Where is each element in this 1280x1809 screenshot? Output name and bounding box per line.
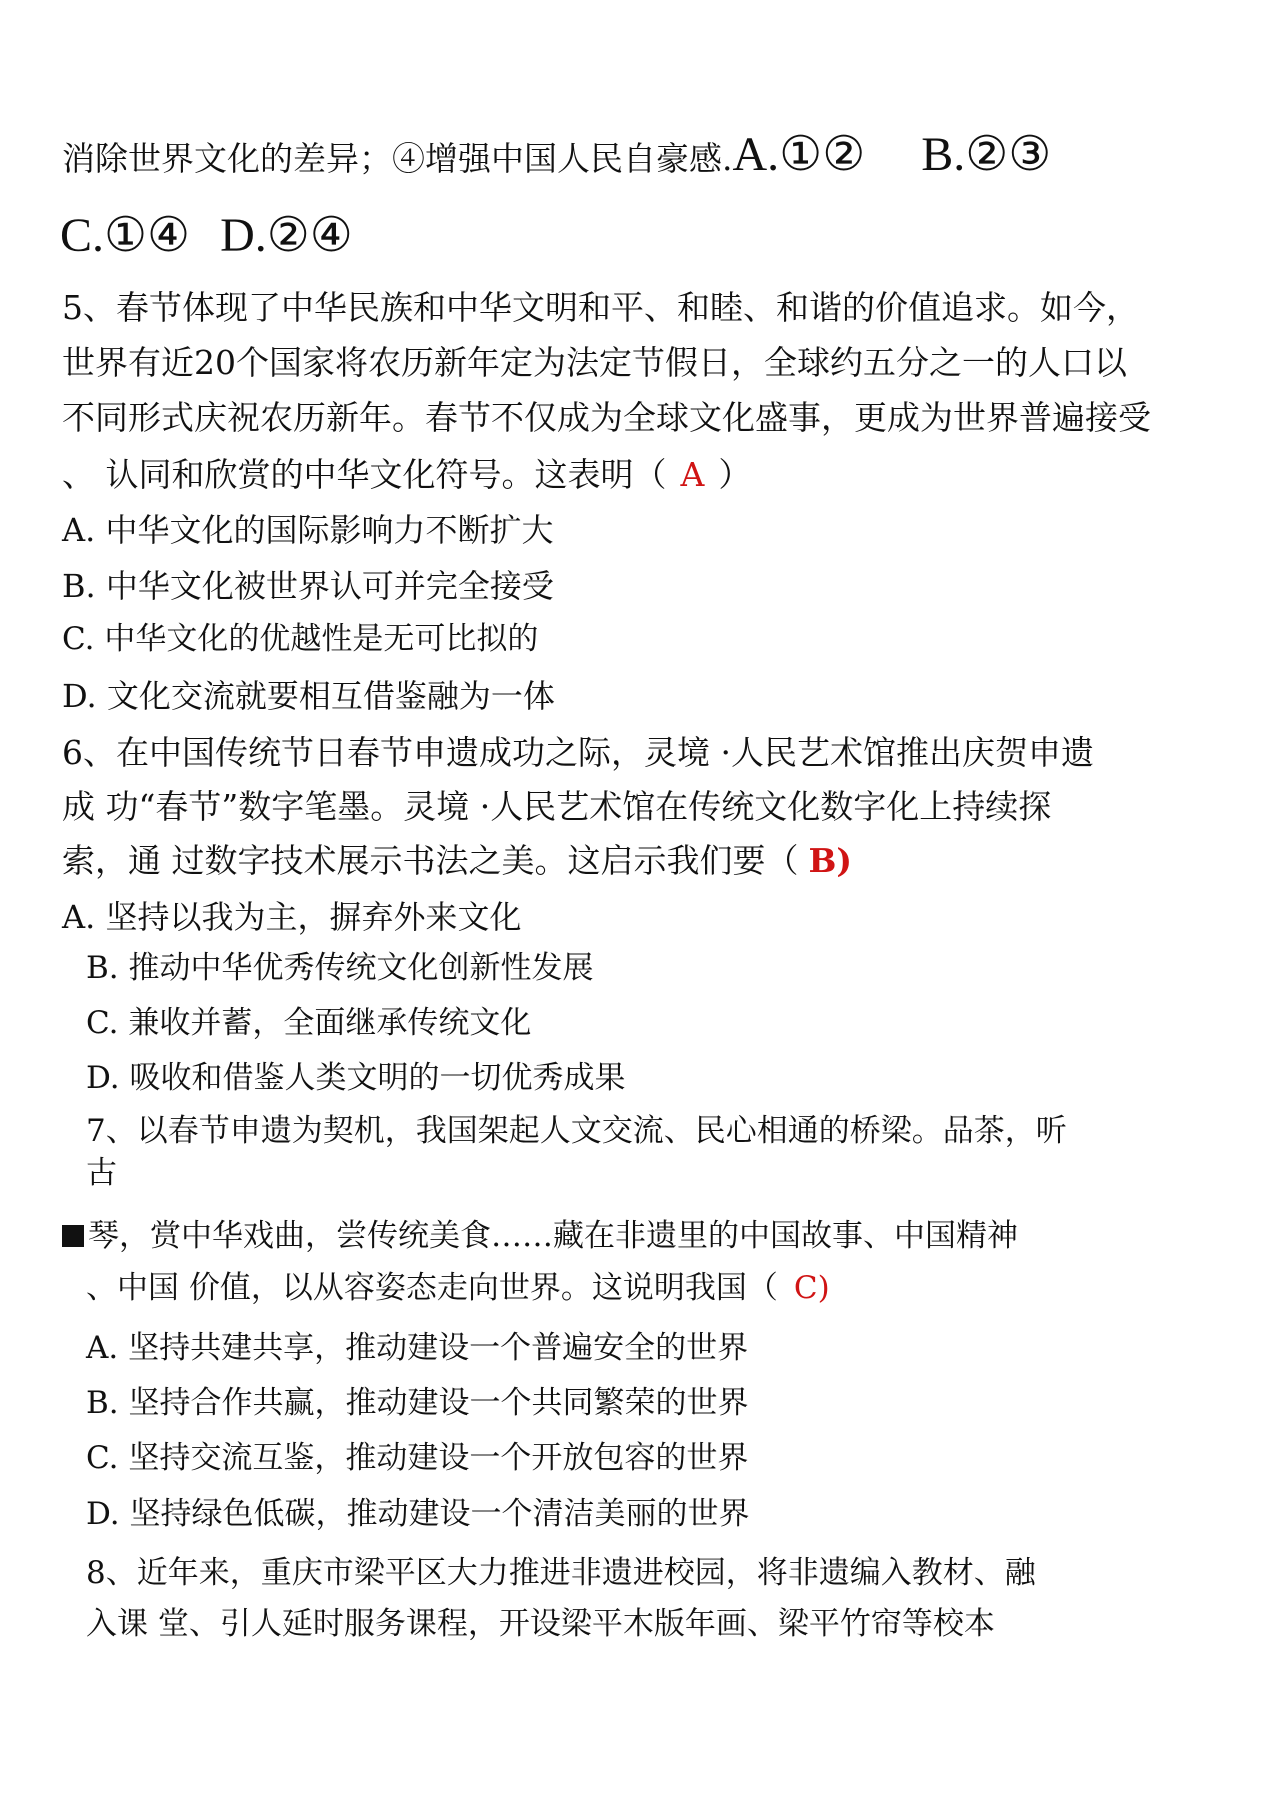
q6-line-3	[62, 841, 852, 881]
q5-option-c: C. 中华文化的优越性是无可比拟的	[62, 621, 539, 657]
q5-line-3: 不同形式庆祝农历新年。春节不仅成为全球文化盛事，更成为世界普遍接受	[62, 398, 1151, 437]
q8-line-2: 入课 堂、引人延时服务课程，开设梁平木版年画、梁平竹帘等校本	[86, 1606, 995, 1642]
q6-line-2: 成 功“春节”数字笔墨。灵境 ·人民艺术馆在传统文化数字化上持续探	[62, 787, 1052, 826]
q4-options-line	[60, 207, 353, 265]
q5-option-b: B. 中华文化被世界认可并完全接受	[62, 567, 554, 605]
q4-option-d: D.②④	[220, 209, 353, 262]
q5-paren-close: ）	[718, 455, 752, 494]
q5-option-d: D. 文化交流就要相互借鉴融为一体	[62, 677, 555, 715]
q5-line-1: 5、春节体现了中华民族和中华文明和平、和睦、和谐的价值追求。如今，	[62, 288, 1139, 327]
q7-option-c: C. 坚持交流互鉴，推动建设一个开放包容的世界	[86, 1440, 749, 1476]
q7-stem-end: 、中国 价值，以从容姿态走向世界。这说明我国（	[86, 1270, 778, 1306]
q6-option-a: A. 坚持以我为主，摒弃外来文化	[62, 898, 522, 936]
q6-option-b: B. 推动中华优秀传统文化创新性发展	[86, 950, 594, 986]
q5-line-4	[62, 455, 751, 495]
q4-option-a: A.①②	[732, 128, 866, 181]
q7-line-2-text: 琴，赏中华戏曲，尝传统美食……藏在非遗里的中国故事、中国精神	[88, 1218, 1018, 1254]
q6-option-d: D. 吸收和借鉴人类文明的一切优秀成果	[86, 1060, 626, 1096]
q6-stem-end: 索，通 过数字技术展示书法之美。这启示我们要（	[62, 841, 799, 880]
q5-answer: A	[680, 455, 705, 494]
q7-line-1: 7、以春节申遗为契机，我国架起人文交流、民心相通的桥梁。品茶，听	[86, 1113, 1067, 1149]
q7-option-b: B. 坚持合作共赢，推动建设一个共同繁荣的世界	[86, 1385, 749, 1421]
q7-line-3	[86, 1270, 830, 1307]
q7-option-d: D. 坚持绿色低碳，推动建设一个清洁美丽的世界	[86, 1496, 750, 1532]
q7-line-1b: 古	[86, 1155, 117, 1191]
q5-stem-end: 、 认同和欣赏的中华文化符号。这表明（	[62, 455, 667, 494]
square-bullet-icon	[62, 1225, 84, 1247]
q5-line-2: 世界有近20个国家将农历新年定为法定节假日，全球约五分之一的人口以	[62, 343, 1127, 382]
q6-answer: B)	[808, 841, 853, 880]
q7-answer: C)	[793, 1270, 830, 1306]
q6-option-c: C. 兼收并蓄，全面继承传统文化	[86, 1005, 532, 1041]
q6-line-1: 6、在中国传统节日春节申遗成功之际，灵境 ·人民艺术馆推出庆贺申遗	[62, 733, 1094, 772]
q7-line-2	[62, 1218, 1018, 1255]
q7-option-a: A. 坚持共建共享，推动建设一个普遍安全的世界	[86, 1330, 749, 1366]
q4-tail-line	[62, 126, 1051, 184]
q4-tail-text: 消除世界文化的差异；④增强中国人民自豪感.	[62, 139, 733, 178]
q4-option-b: B.②③	[921, 128, 1052, 181]
q8-line-1: 8、近年来，重庆市梁平区大力推进非遗进校园，将非遗编入教材、融	[86, 1555, 1036, 1591]
q4-option-c: C.①④	[60, 209, 191, 262]
q5-option-a: A. 中华文化的国际影响力不断扩大	[62, 511, 554, 549]
